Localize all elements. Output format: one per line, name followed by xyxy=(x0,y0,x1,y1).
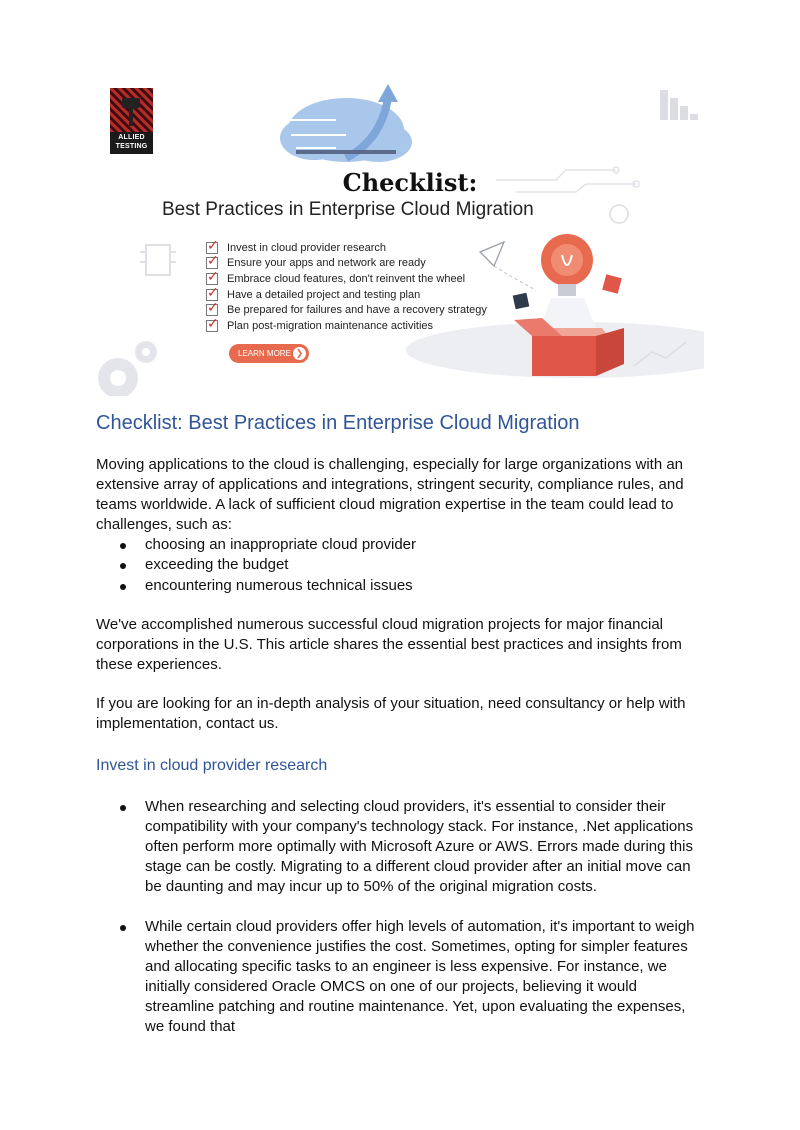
chart-icon xyxy=(660,90,698,120)
checklist-item xyxy=(206,287,487,303)
checklist-item xyxy=(206,318,487,334)
list-item: exceeding the budget xyxy=(96,555,416,575)
checklist-item-label: Embrace cloud features, don't reinvent the wheel xyxy=(227,272,466,285)
puzzle-red-icon xyxy=(602,274,622,294)
logo-text-line1: ALLIED xyxy=(118,134,145,141)
chip-icon xyxy=(140,245,176,275)
banner-illustration xyxy=(96,80,704,396)
checklist-item xyxy=(206,271,487,287)
section-points-list xyxy=(96,797,706,1037)
allied-testing-logo xyxy=(110,88,153,154)
section-heading: Invest in cloud provider research xyxy=(96,757,328,774)
cloud-icon xyxy=(280,84,412,162)
list-item: When researching and selecting cloud providers, it's essential to consider their compatibility with your company's technology stack. For instance, .Net applications often perform more optimally with Microsoft Azure or AWS. Errors made during this stage can be costly. Migrating to a different cloud provider after an initial move can be daunting and may incur up to 50% of the original migration costs. xyxy=(96,797,706,897)
checklist-item-label: Invest in cloud provider research xyxy=(227,241,386,254)
checklist-item-label: Ensure your apps and network are ready xyxy=(227,257,426,270)
checklist-item-label: Plan post-migration maintenance activities xyxy=(227,319,434,332)
checklist-item xyxy=(206,240,487,256)
checkbox-icon xyxy=(206,320,218,332)
article-title: Checklist: Best Practices in Enterprise Cloud Migration xyxy=(96,412,580,434)
intro-paragraph: Moving applications to the cloud is challenging, especially for large organizations with an extensive array of applications and integrations, stringent security, compliance rules, and teams worldwide. A lack of sufficient cloud migration expertise in the team could lead to challenges, such as: xyxy=(96,456,684,533)
list-item: While certain cloud providers offer high levels of automation, it's important to weigh whether the convenience justifies the cost. Sometimes, opting for simpler features and allocating specific tasks to an engineer is less expensive. For instance, we initially considered Oracle OMCS on one of our projects, believing it would streamline patching and routine maintenance. Yet, upon evaluating the expenses, we found that xyxy=(96,917,706,1037)
banner-subtitle: Best Practices in Enterprise Cloud Migration xyxy=(162,199,534,220)
list-item: choosing an inappropriate cloud provider xyxy=(96,535,416,555)
checklist-item-label: Be prepared for failures and have a recovery strategy xyxy=(227,304,487,317)
experience-paragraph: We've accomplished numerous successful cloud migration projects for major financial corporations in the U.S. This article shares the essential best practices and insights from these experiences. xyxy=(96,616,682,673)
checklist-item xyxy=(206,256,487,272)
checklist-item xyxy=(206,302,487,318)
checklist-banner[interactable] xyxy=(96,80,704,396)
contact-paragraph: If you are looking for an in-depth analysis of your situation, need consultancy or help with implementation, contact us. xyxy=(96,695,686,732)
chevron-right-icon: ❯ xyxy=(293,347,306,360)
banner-title: Checklist: xyxy=(342,168,478,197)
banner-checklist xyxy=(206,240,487,334)
puzzle-dark-icon xyxy=(513,293,530,310)
globe-icon xyxy=(610,205,628,223)
lightbulb-icon xyxy=(541,234,593,296)
gear-icon xyxy=(98,341,157,396)
learn-more-button[interactable] xyxy=(229,344,309,363)
hammer-handle xyxy=(129,106,133,126)
list-item: encountering numerous technical issues xyxy=(96,576,416,596)
challenges-list xyxy=(96,535,416,596)
checklist-item-label: Have a detailed project and testing plan xyxy=(227,288,421,301)
logo-text-line2: TESTING xyxy=(115,143,148,150)
learn-more-label: LEARN MORE xyxy=(238,349,291,358)
